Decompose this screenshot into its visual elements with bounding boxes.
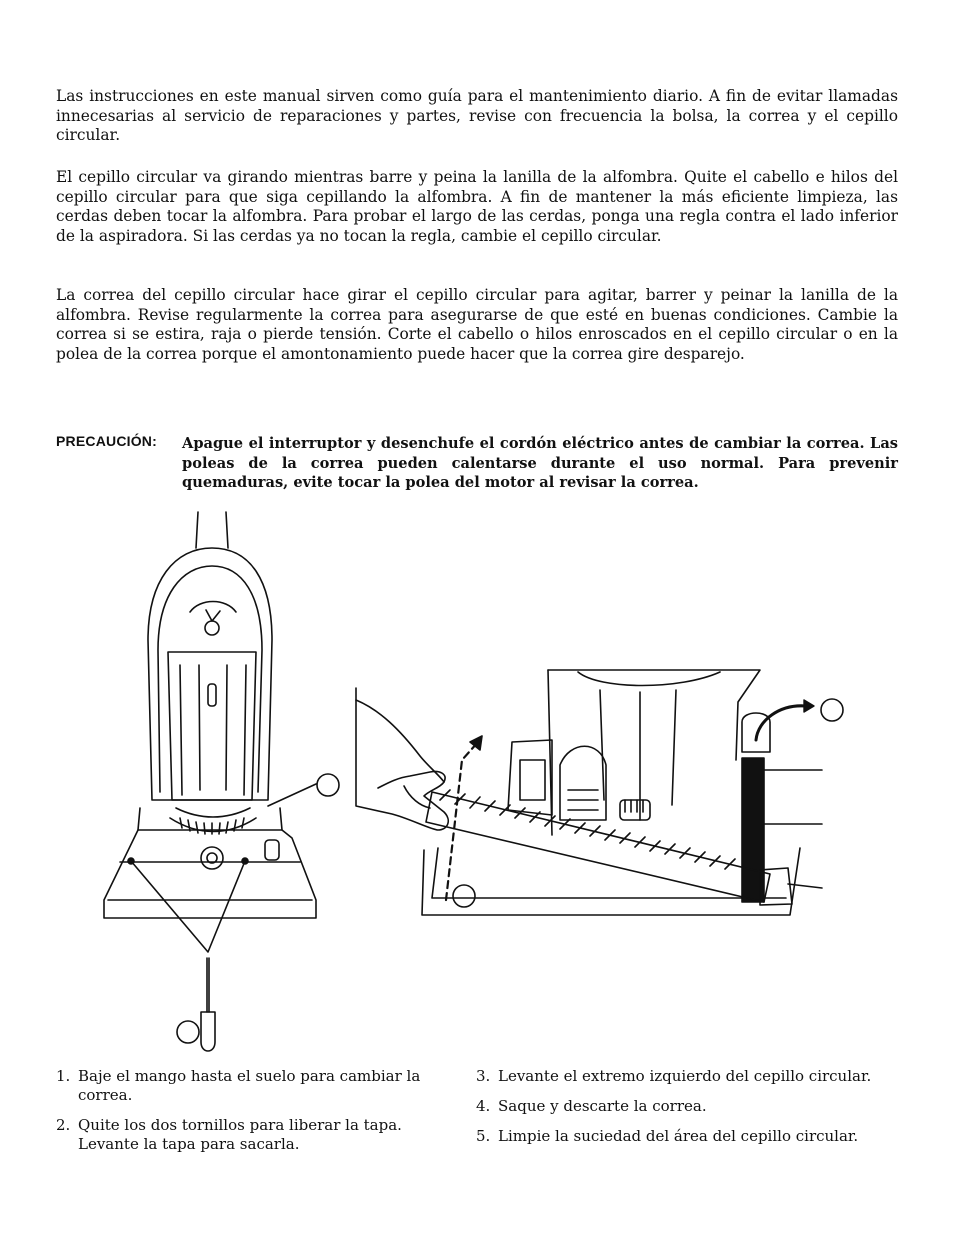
- step-text: Baje el mango hasta el suelo para cambiar la correa.: [78, 1067, 421, 1104]
- step-number: 2.: [56, 1116, 71, 1134]
- caution-text: Apague el interruptor y desenchufe el cordón eléctrico antes de cambiar la correa. Las poleas de la correa pueden calentarse durante el uso normal. Para prevenir quemaduras, evite tocar la polea del motor al revisar la correa.: [182, 435, 898, 491]
- callout-circle: [317, 774, 339, 796]
- list-item: [476, 1127, 896, 1146]
- vacuum-upright-figure: [104, 512, 316, 1051]
- list-item: [476, 1097, 896, 1116]
- callout-circle: [177, 1021, 199, 1043]
- caution-label: PRECAUCIÓN:: [56, 433, 157, 449]
- callout-circle: [821, 699, 843, 721]
- intro-paragraph-maintenance: Las instrucciones en este manual sirven como guía para el mantenimiento diario. A fin de evitar llamadas innecesarias al servicio de reparaciones y partes, revise con frecuencia la bolsa, la correa y el cepillo circular.: [56, 87, 898, 145]
- steps-list-left: [56, 1067, 456, 1165]
- vacuum-underside-figure: [356, 670, 822, 915]
- step-number: 4.: [476, 1097, 491, 1115]
- list-item: [476, 1067, 896, 1086]
- list-item: [56, 1067, 456, 1105]
- callout-circle: [453, 885, 475, 907]
- step-text: Levante el extremo izquierdo del cepillo circular.: [498, 1067, 872, 1085]
- intro-paragraph-belt: La correa del cepillo circular hace girar el cepillo circular para agitar, barrer y peinar la lanilla de la alfombra. Revise regularmente la correa para asegurarse de que esté en buenas condiciones. Cambie la correa si se estira, raja o pierde tensión. Corte el cabello o hilos enroscados en el cepillo circular o en la polea de la correa porque el amontonamiento puede hacer que la correa gire desparejo.: [56, 286, 898, 363]
- step-number: 3.: [476, 1067, 491, 1085]
- step-number: 1.: [56, 1067, 71, 1085]
- step-text: Limpie la suciedad del área del cepillo circular.: [498, 1127, 859, 1145]
- intro-paragraph-brushroll: El cepillo circular va girando mientras barre y peina la lanilla de la alfombra. Quite el cabello e hilos del cepillo circular para que siga cepillando la alfombra. A fin de mantener la más eficiente limpieza, las cerdas deben tocar la alfombra. Para probar el largo de las cerdas, ponga una regla contra el lado inferior de la aspiradora. Si las cerdas ya no tocan la regla, cambie el cepillo circular.: [56, 168, 898, 245]
- step-number: 5.: [476, 1127, 491, 1145]
- step-text: Quite los dos tornillos para liberar la tapa. Levante la tapa para sacarla.: [78, 1116, 402, 1153]
- step-text: Saque y descarte la correa.: [498, 1097, 707, 1115]
- steps-list-right: [476, 1067, 896, 1157]
- list-item: [56, 1116, 456, 1154]
